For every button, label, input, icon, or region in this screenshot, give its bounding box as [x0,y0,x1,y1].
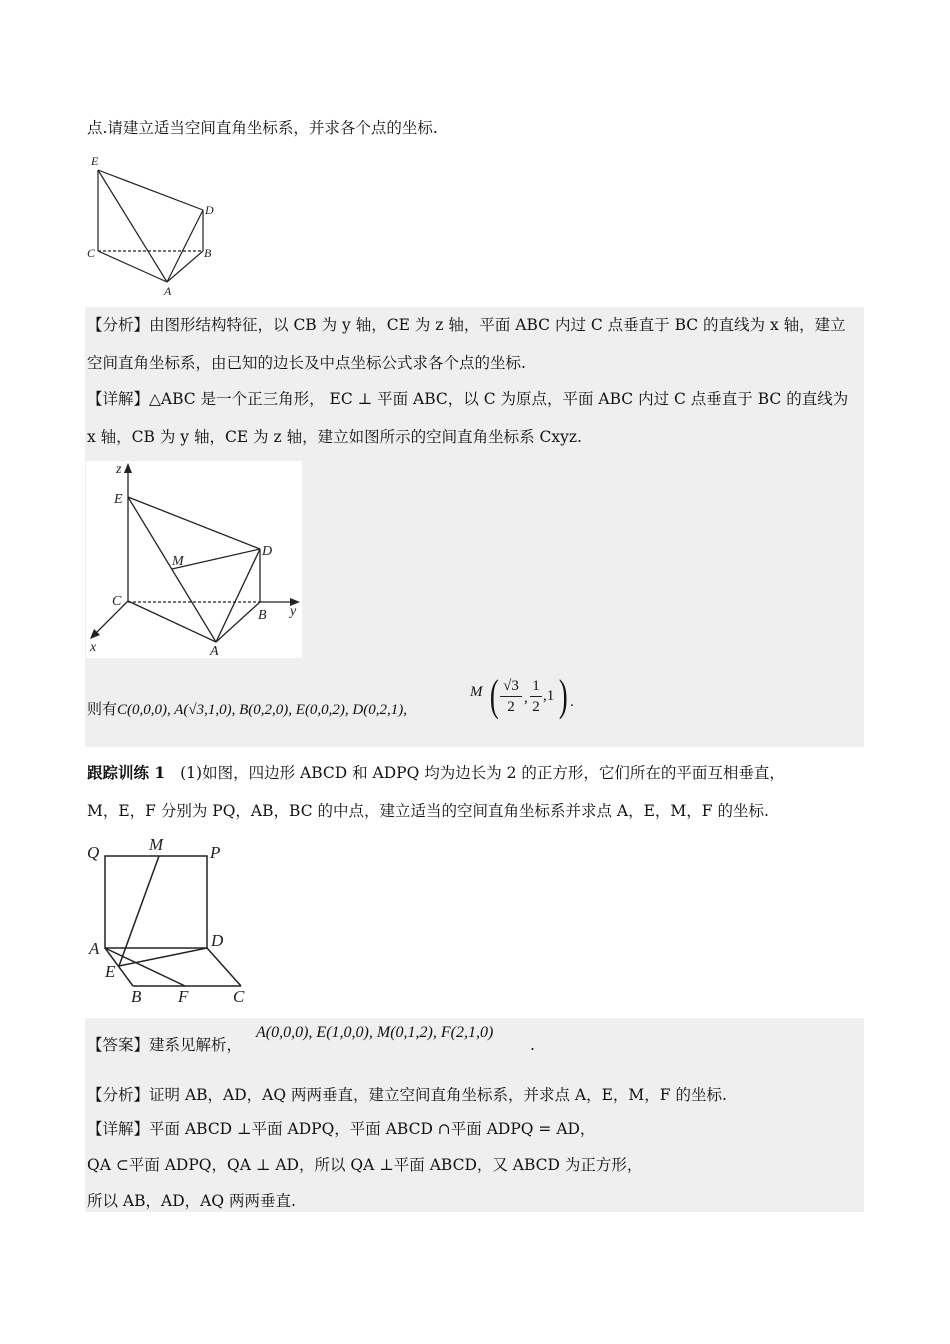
detail1-tag: 【详解】 [87,390,150,408]
practice-text-1: (1)如图，四边形 ABCD 和 ADPQ 均为边长为 2 的正方形，它们所在的平面互相垂直， [180,764,785,782]
result1-coords: C(0,0,0), A(√3,1,0), B(0,2,0), E(0,0,2), D(0,2,1), [117,702,408,718]
analysis1-line2: 空间直角坐标系，由已知的边长及中点坐标公式求各个点的坐标. [87,354,526,372]
fig2-label-e: E [114,492,123,507]
fig2-label-m: M [172,554,184,569]
fig3-label-p: P [210,843,221,862]
detail2-line1 [87,1118,595,1140]
fig1-label-b: B [204,246,212,260]
fig3-label-q: Q [87,843,100,862]
fig2-label-d: D [262,544,273,559]
analysis1-text-1: 由图形结构特征，以 CB 为 y 轴，CE 为 z 轴，平面 ABC 内过 C 点垂直于 BC 的直线为 x 轴，建立 [149,316,846,334]
detail2-text-1: 平面 ABCD ⊥平面 ADPQ，平面 ABCD ∩平面 ADPQ = AD， [149,1120,596,1138]
practice-line1 [87,762,785,784]
fig1-label-a: A [164,284,172,298]
answer-period: . [530,1036,535,1054]
answer-coords: A(0,0,0), E(1,0,0), M(0,1,2), F(2,1,0) [256,1024,494,1041]
result1-frac1 [500,676,522,717]
analysis1-line1 [87,314,846,336]
figure-prism-axes [86,461,302,658]
detail2-tag: 【详解】 [87,1120,150,1138]
fig1-label-d: D [205,203,214,217]
result1-frac2 [530,676,542,717]
fig2-label-x: x [90,640,97,655]
result1-prefix: 则有 [87,700,118,718]
analysis2-text: 证明 AB，AD，AQ 两两垂直，建立空间直角坐标系，并求点 A，E，M，F 的坐标. [149,1086,727,1104]
analysis2-tag: 【分析】 [87,1086,150,1104]
fig3-label-c: C [233,987,245,1006]
fig3-label-f: F [178,987,189,1006]
practice-line2: M，E，F 分别为 PQ，AB，BC 的中点，建立适当的空间直角坐标系并求点 A，E，M，F 的坐标. [87,802,769,820]
fig1-label-e: E [91,154,99,168]
fig2-label-y: y [290,604,297,619]
result1-line [87,698,407,721]
fig2-label-z: z [116,462,122,477]
fig2-label-b: B [258,608,267,623]
result1-frac2-den: 2 [532,699,540,715]
detail2-line3: 所以 AB，AD，AQ 两两垂直. [87,1192,296,1210]
practice-title: 跟踪训练 1 [87,763,166,782]
fig2-label-c: C [112,594,122,609]
detail1-text-1: △ABC 是一个正三角形， EC ⊥ 平面 ABC，以 C 为原点，平面 ABC 内过 C 点垂直于 BC 的直线为 [149,390,849,408]
figure-squares [85,836,255,1008]
fig3-label-m: M [149,836,164,854]
fig3-label-e: E [105,962,116,981]
detail1-line1 [87,388,848,410]
intro-text: 点.请建立适当空间直角坐标系，并求各个点的坐标. [87,119,438,137]
result1-last: ,1 [543,688,555,704]
result1-comma: , [524,690,528,706]
result1-frac1-num: √3 [500,676,522,697]
result1-right-paren: ) [558,671,568,720]
figure-prism-1 [85,150,225,300]
analysis2-line [87,1084,727,1106]
detail1-line2: x 轴，CB 为 y 轴，CE 为 z 轴，建立如图所示的空间直角坐标系 Cxyz. [87,428,582,446]
answer-text: 建系见解析， [149,1036,243,1054]
answer-line [87,1034,242,1056]
result1-frac2-num: 1 [530,676,542,697]
fig3-label-b: B [131,987,142,1006]
result1-period: . [570,694,574,710]
fig2-label-a: A [210,644,219,658]
detail2-line2: QA ⊂平面 ADPQ，QA ⊥ AD，所以 QA ⊥平面 ABCD，又 ABCD 为正方形， [87,1156,643,1174]
analysis1-tag: 【分析】 [87,316,150,334]
fig3-label-d: D [211,931,224,950]
answer-tag: 【答案】 [87,1036,150,1054]
result1-frac1-den: 2 [507,699,515,715]
fig3-label-a: A [89,939,100,958]
fig1-label-c: C [87,246,96,260]
result1-m-label: M [470,684,483,700]
result1-left-paren: ( [489,671,499,720]
